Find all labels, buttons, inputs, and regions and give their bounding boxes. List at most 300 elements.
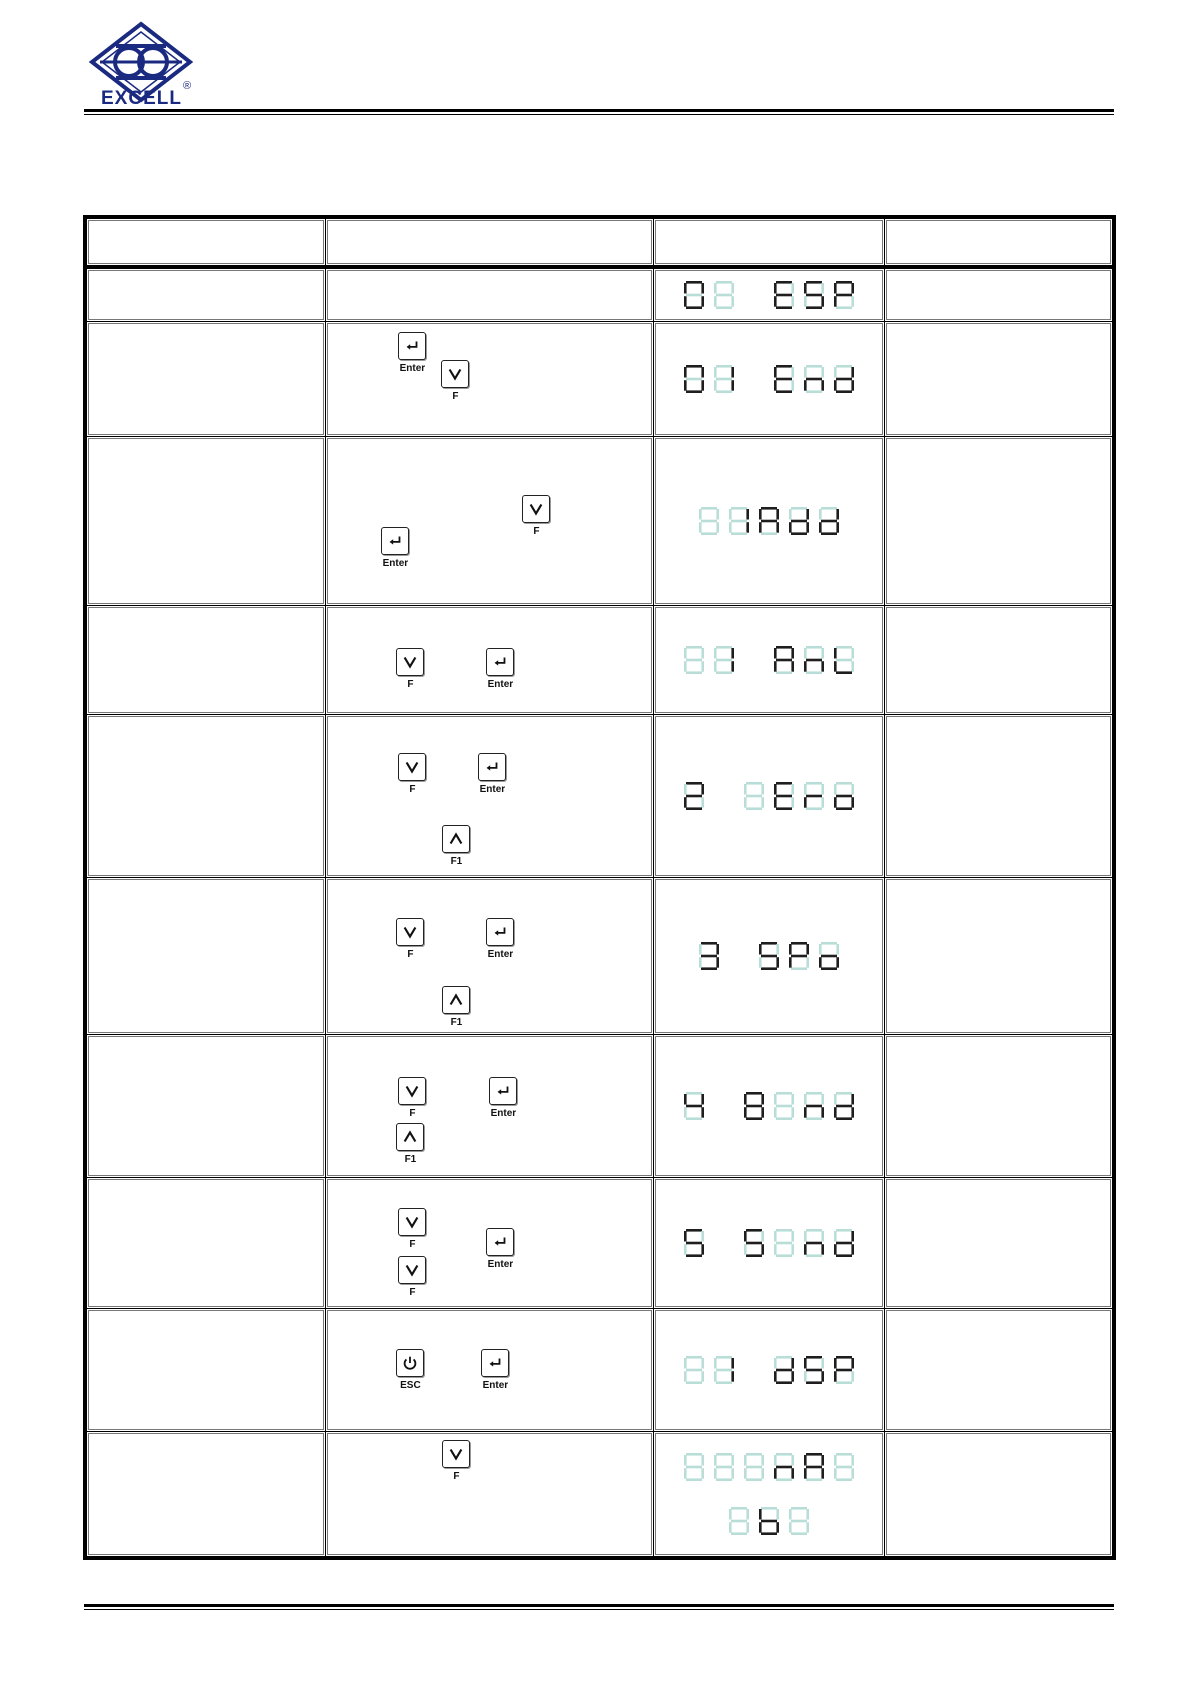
segment-d xyxy=(716,306,732,309)
segment-g xyxy=(836,1242,852,1245)
segment-a xyxy=(716,365,732,368)
seven-segment-digit xyxy=(788,1506,810,1536)
segment-e xyxy=(684,1244,687,1255)
segment-g xyxy=(686,294,702,297)
segment-f xyxy=(774,367,777,378)
display-cell xyxy=(653,267,884,322)
segment-b xyxy=(821,1231,824,1242)
keys-cell xyxy=(326,1432,653,1559)
segment-e xyxy=(729,522,732,533)
table-row xyxy=(85,322,1114,437)
seven-segment-digit xyxy=(773,1228,795,1258)
step-cell xyxy=(85,1178,326,1309)
segment-g xyxy=(776,1369,792,1372)
segment-f xyxy=(684,1094,687,1105)
segment-c xyxy=(821,1371,824,1382)
seven-segment-digit xyxy=(743,364,765,394)
segment-a xyxy=(791,1507,807,1510)
segment-g xyxy=(746,294,762,297)
segment-a xyxy=(686,1356,702,1359)
segment-d xyxy=(806,390,822,393)
seven-segment-digit xyxy=(713,1228,735,1258)
segment-f xyxy=(804,283,807,294)
segment-g xyxy=(821,520,837,523)
seven-segment-digit xyxy=(803,781,825,811)
segment-d xyxy=(791,532,807,535)
segment-e xyxy=(834,1107,837,1118)
segment-b xyxy=(836,509,839,520)
segment-a xyxy=(746,365,762,368)
segment-c xyxy=(821,661,824,672)
segment-f xyxy=(729,1509,732,1520)
segment-b xyxy=(701,367,704,378)
seven-segment-digit xyxy=(713,1355,735,1385)
segment-b xyxy=(836,944,839,955)
segment-e xyxy=(804,1468,807,1479)
segment-b xyxy=(851,367,854,378)
segment-c xyxy=(731,380,734,391)
segment-c xyxy=(776,1522,779,1533)
segment-g xyxy=(836,378,852,381)
seven-segment-digit xyxy=(728,1506,750,1536)
step-cell xyxy=(85,267,326,322)
segment-a xyxy=(746,1356,762,1359)
segment-c xyxy=(821,380,824,391)
key-label: F xyxy=(407,949,414,960)
segment-e xyxy=(774,661,777,672)
note-cell xyxy=(884,1432,1114,1559)
segment-g xyxy=(806,294,822,297)
segment-d xyxy=(746,390,762,393)
segment-a xyxy=(746,646,762,649)
chevron-down-icon xyxy=(398,1208,426,1236)
segment-a xyxy=(776,281,792,284)
table-row xyxy=(85,437,1114,606)
seven-segment-digit xyxy=(833,1228,855,1258)
segment-c xyxy=(851,1468,854,1479)
note-cell xyxy=(884,878,1114,1035)
seven-segment-digit xyxy=(743,1355,765,1385)
segment-a xyxy=(746,782,762,785)
segment-c xyxy=(701,380,704,391)
step-cell xyxy=(85,1035,326,1178)
segment-e xyxy=(789,957,792,968)
segment-a xyxy=(761,942,777,945)
segment-e xyxy=(744,797,747,808)
segment-f xyxy=(789,1509,792,1520)
segment-b xyxy=(701,784,704,795)
segment-b xyxy=(746,1509,749,1520)
segment-c xyxy=(761,661,764,672)
procedure-table xyxy=(83,215,1116,1560)
key-up xyxy=(442,986,470,1028)
lcd-display xyxy=(683,1355,855,1385)
segment-b xyxy=(851,1358,854,1369)
segment-d xyxy=(806,1478,822,1481)
segment-f xyxy=(684,784,687,795)
step-cell xyxy=(85,1309,326,1432)
segment-e xyxy=(804,1107,807,1118)
segment-a xyxy=(821,942,837,945)
chevron-down-icon xyxy=(398,753,426,781)
segment-a xyxy=(776,1229,792,1232)
segment-a xyxy=(836,1229,852,1232)
segment-e xyxy=(714,1468,717,1479)
lcd-display xyxy=(698,506,840,536)
segment-g xyxy=(686,1369,702,1372)
segment-g xyxy=(701,520,717,523)
segment-c xyxy=(776,522,779,533)
header-cell xyxy=(326,217,653,267)
segment-c xyxy=(836,522,839,533)
key-label: Enter xyxy=(490,1108,517,1119)
key-enter xyxy=(381,527,409,569)
segment-g xyxy=(776,378,792,381)
segment-e xyxy=(819,522,822,533)
segment-d xyxy=(836,807,852,810)
key-down xyxy=(398,1077,426,1119)
key-enter xyxy=(486,918,514,960)
segment-b xyxy=(761,648,764,659)
segment-d xyxy=(746,306,762,309)
segment-e xyxy=(699,522,702,533)
segment-c xyxy=(761,797,764,808)
segment-f xyxy=(714,648,717,659)
segment-a xyxy=(716,1356,732,1359)
segment-a xyxy=(716,646,732,649)
table-row xyxy=(85,606,1114,715)
segment-f xyxy=(714,1455,717,1466)
enter-icon xyxy=(398,332,426,360)
key-label: F xyxy=(452,391,459,402)
segment-c xyxy=(791,1107,794,1118)
segment-a xyxy=(806,1092,822,1095)
segment-f xyxy=(834,648,837,659)
segment-d xyxy=(686,807,702,810)
segment-d xyxy=(806,807,822,810)
segment-g xyxy=(716,659,732,662)
segment-b xyxy=(821,1094,824,1105)
segment-g xyxy=(731,1520,747,1523)
segment-e xyxy=(684,797,687,808)
segment-b xyxy=(791,1231,794,1242)
segment-f xyxy=(789,509,792,520)
segment-d xyxy=(836,390,852,393)
segment-a xyxy=(806,1356,822,1359)
segment-c xyxy=(701,1244,704,1255)
segment-a xyxy=(821,507,837,510)
key-label: Enter xyxy=(487,679,514,690)
key-label: F xyxy=(409,1108,416,1119)
seven-segment-digit xyxy=(698,506,720,536)
key-label: F1 xyxy=(404,1154,417,1165)
segment-b xyxy=(806,944,809,955)
segment-b xyxy=(731,1231,734,1242)
seven-segment-digit xyxy=(773,280,795,310)
segment-f xyxy=(834,784,837,795)
segment-g xyxy=(686,1466,702,1469)
segment-c xyxy=(821,1468,824,1479)
segment-a xyxy=(836,1356,852,1359)
segment-c xyxy=(791,661,794,672)
segment-d xyxy=(686,390,702,393)
key-label: Enter xyxy=(382,558,409,569)
segment-c xyxy=(701,1107,704,1118)
seven-segment-digit xyxy=(728,506,750,536)
segment-d xyxy=(686,1117,702,1120)
display-cell xyxy=(653,715,884,878)
segment-d xyxy=(776,390,792,393)
segment-f xyxy=(714,1358,717,1369)
segment-e xyxy=(684,1107,687,1118)
segment-b xyxy=(806,1509,809,1520)
segment-f xyxy=(759,509,762,520)
key-enter xyxy=(398,332,426,374)
segment-b xyxy=(851,648,854,659)
keys-cell xyxy=(326,437,653,606)
segment-g xyxy=(791,520,807,523)
segment-d xyxy=(761,967,777,970)
segment-c xyxy=(701,797,704,808)
segment-a xyxy=(716,281,732,284)
key-down xyxy=(396,648,424,690)
segment-c xyxy=(701,661,704,672)
segment-e xyxy=(789,522,792,533)
segment-c xyxy=(701,1468,704,1479)
segment-d xyxy=(836,306,852,309)
segment-d xyxy=(746,1117,762,1120)
segment-e xyxy=(729,1522,732,1533)
segment-d xyxy=(806,671,822,674)
chevron-down-icon xyxy=(522,495,550,523)
seven-segment-digit xyxy=(803,1355,825,1385)
segment-c xyxy=(701,1371,704,1382)
keys-cell xyxy=(326,1035,653,1178)
segment-g xyxy=(806,1105,822,1108)
segment-c xyxy=(851,1371,854,1382)
segment-b xyxy=(731,283,734,294)
note-cell xyxy=(884,1178,1114,1309)
segment-g xyxy=(746,1369,762,1372)
seven-segment-digit xyxy=(773,1091,795,1121)
display-cell xyxy=(653,437,884,606)
segment-c xyxy=(851,1107,854,1118)
segment-e xyxy=(774,1371,777,1382)
segment-c xyxy=(821,797,824,808)
segment-e xyxy=(804,661,807,672)
segment-d xyxy=(791,1532,807,1535)
note-cell xyxy=(884,715,1114,878)
segment-d xyxy=(836,1117,852,1120)
segment-d xyxy=(716,1254,732,1257)
segment-f xyxy=(804,1455,807,1466)
segment-a xyxy=(776,782,792,785)
segment-c xyxy=(701,296,704,307)
segment-a xyxy=(836,646,852,649)
key-enter xyxy=(486,1228,514,1270)
header-rule-thin xyxy=(84,114,1114,115)
segment-a xyxy=(686,1229,702,1232)
segment-b xyxy=(761,1094,764,1105)
segment-b xyxy=(851,1455,854,1466)
seven-segment-digit xyxy=(833,1091,855,1121)
segment-a xyxy=(806,782,822,785)
segment-d xyxy=(746,1478,762,1481)
segment-g xyxy=(701,955,717,958)
segment-b xyxy=(776,944,779,955)
seven-segment-digit xyxy=(743,1228,765,1258)
lcd-display xyxy=(683,1228,855,1258)
segment-d xyxy=(776,1117,792,1120)
segment-f xyxy=(684,1358,687,1369)
segment-e xyxy=(714,1107,717,1118)
key-label: Enter xyxy=(487,1259,514,1270)
note-cell xyxy=(884,267,1114,322)
segment-f xyxy=(714,784,717,795)
key-enter xyxy=(478,753,506,795)
segment-g xyxy=(776,1242,792,1245)
seven-segment-digit xyxy=(833,1355,855,1385)
seven-segment-digit xyxy=(833,781,855,811)
segment-e xyxy=(834,296,837,307)
seven-segment-digit xyxy=(743,1452,765,1482)
segment-f xyxy=(759,1509,762,1520)
segment-a xyxy=(701,507,717,510)
segment-e xyxy=(684,1468,687,1479)
segment-b xyxy=(791,784,794,795)
display-cell xyxy=(653,1309,884,1432)
segment-g xyxy=(716,1369,732,1372)
key-down xyxy=(396,918,424,960)
segment-e xyxy=(834,661,837,672)
display-cell xyxy=(653,878,884,1035)
segment-b xyxy=(701,1094,704,1105)
step-cell xyxy=(85,878,326,1035)
key-up xyxy=(396,1123,424,1165)
seven-segment-digit xyxy=(713,1091,735,1121)
segment-f xyxy=(774,1455,777,1466)
step-cell xyxy=(85,1432,326,1559)
segment-g xyxy=(836,294,852,297)
seven-segment-digit xyxy=(683,645,705,675)
segment-a xyxy=(701,942,717,945)
seven-segment-digit xyxy=(773,645,795,675)
seven-segment-digit xyxy=(833,280,855,310)
segment-a xyxy=(686,1092,702,1095)
segment-f xyxy=(789,944,792,955)
keys-cell xyxy=(326,322,653,437)
segment-d xyxy=(806,1117,822,1120)
segment-f xyxy=(714,283,717,294)
segment-b xyxy=(761,283,764,294)
segment-e xyxy=(714,661,717,672)
segment-b xyxy=(821,784,824,795)
segment-f xyxy=(834,367,837,378)
seven-segment-digit xyxy=(773,1452,795,1482)
segment-f xyxy=(684,1455,687,1466)
segment-b xyxy=(791,1358,794,1369)
segment-f xyxy=(744,283,747,294)
segment-b xyxy=(806,509,809,520)
segment-b xyxy=(821,283,824,294)
segment-b xyxy=(791,283,794,294)
note-cell xyxy=(884,606,1114,715)
header-cell xyxy=(884,217,1114,267)
seven-segment-digit xyxy=(773,364,795,394)
segment-e xyxy=(759,522,762,533)
segment-e xyxy=(729,957,732,968)
segment-f xyxy=(804,1231,807,1242)
segment-a xyxy=(836,782,852,785)
segment-g xyxy=(761,1520,777,1523)
segment-e xyxy=(834,1371,837,1382)
segment-g xyxy=(806,659,822,662)
segment-a xyxy=(776,1092,792,1095)
segment-c xyxy=(746,1522,749,1533)
seven-segment-digit xyxy=(773,1355,795,1385)
segment-a xyxy=(716,1229,732,1232)
segment-g xyxy=(761,955,777,958)
segment-b xyxy=(701,1455,704,1466)
segment-g xyxy=(776,294,792,297)
chevron-down-icon xyxy=(396,648,424,676)
segment-d xyxy=(686,671,702,674)
segment-c xyxy=(761,1468,764,1479)
chevron-up-icon xyxy=(442,986,470,1014)
segment-g xyxy=(776,659,792,662)
segment-f xyxy=(684,1231,687,1242)
segment-d xyxy=(701,967,717,970)
segment-b xyxy=(821,1358,824,1369)
segment-g xyxy=(731,955,747,958)
segment-c xyxy=(731,1468,734,1479)
segment-a xyxy=(731,1507,747,1510)
segment-d xyxy=(686,1478,702,1481)
segment-e xyxy=(714,797,717,808)
segment-b xyxy=(746,944,749,955)
segment-a xyxy=(791,507,807,510)
segment-b xyxy=(851,1094,854,1105)
segment-a xyxy=(761,1507,777,1510)
segment-b xyxy=(761,1231,764,1242)
segment-d xyxy=(731,532,747,535)
chevron-down-icon xyxy=(398,1077,426,1105)
seven-segment-digit xyxy=(803,1091,825,1121)
segment-a xyxy=(731,507,747,510)
segment-f xyxy=(819,944,822,955)
segment-g xyxy=(806,378,822,381)
segment-f xyxy=(744,1094,747,1105)
key-label: F1 xyxy=(450,856,463,867)
segment-e xyxy=(774,1244,777,1255)
segment-d xyxy=(776,671,792,674)
note-cell xyxy=(884,437,1114,606)
segment-d xyxy=(776,306,792,309)
header-rule-thick xyxy=(84,109,1114,112)
segment-g xyxy=(716,1242,732,1245)
segment-g xyxy=(746,378,762,381)
segment-e xyxy=(789,1522,792,1533)
segment-g xyxy=(836,795,852,798)
segment-d xyxy=(716,807,732,810)
segment-a xyxy=(836,281,852,284)
segment-c xyxy=(851,380,854,391)
key-label: Enter xyxy=(479,784,506,795)
segment-d xyxy=(716,390,732,393)
seven-segment-digit xyxy=(683,1452,705,1482)
seven-segment-digit xyxy=(758,1506,780,1536)
segment-a xyxy=(716,782,732,785)
